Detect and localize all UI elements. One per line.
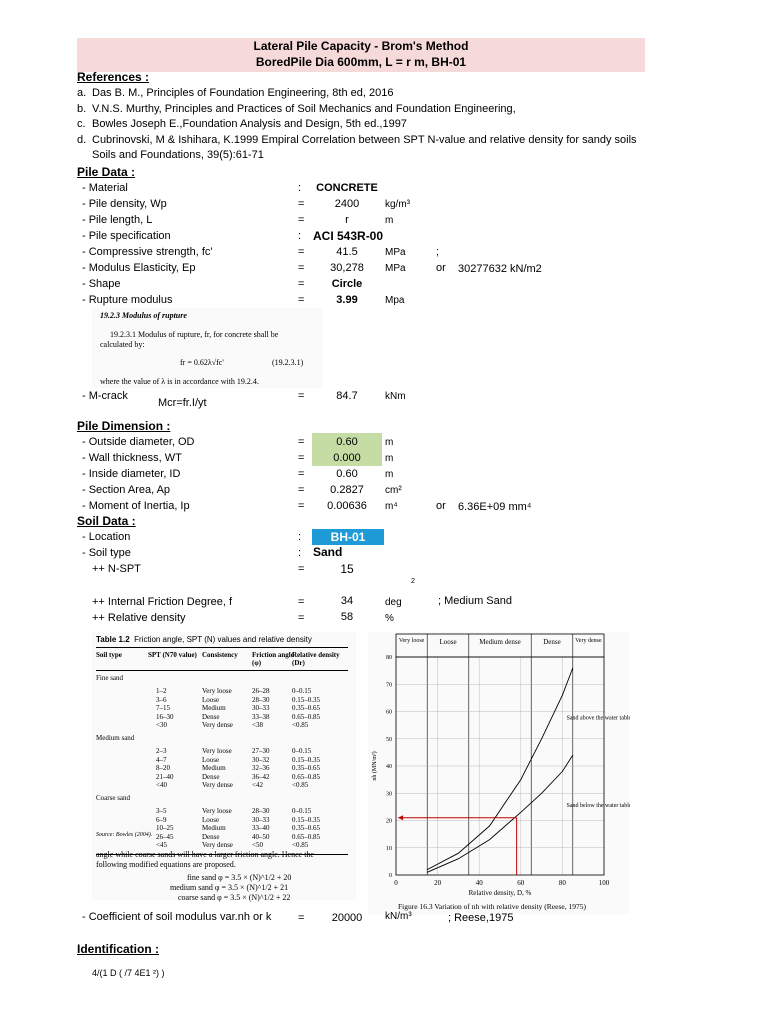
row-unit: m⁴ [385, 501, 398, 512]
row-value: 3.99 [336, 294, 358, 306]
reference-key: a. [77, 87, 87, 99]
table-cell: Dense [202, 772, 220, 781]
identification-partial: 4/(1 D ( /7 4E1 ²) ) [92, 968, 165, 978]
table-cell: Medium [202, 704, 226, 713]
table-cell: <42 [252, 781, 263, 790]
friction-eq: = [298, 596, 305, 608]
table-cell: Medium [202, 824, 226, 833]
modulus-note: ; Reese,1975 [448, 912, 514, 924]
excerpt-line3: where the value of λ is in accordance with 19.2.4. [100, 377, 259, 386]
row-label: - Wall thickness, WT [82, 452, 182, 464]
series-line-1 [427, 755, 573, 872]
table-cell: 33–38 [252, 712, 270, 721]
aci-excerpt [92, 308, 322, 388]
row-value: 0.60 [336, 468, 358, 480]
row-value: 0.000 [333, 452, 361, 464]
table-cell: <30 [156, 721, 167, 730]
row-eq: = [298, 214, 305, 226]
y-tick-label: 70 [386, 682, 392, 689]
table-cell: 0.65–0.85 [292, 772, 320, 781]
reference-text: Bowles Joseph E.,Foundation Analysis and Design, 5th ed.,1997 [92, 118, 407, 130]
row-unit: cm² [385, 485, 402, 496]
row-extra-unit: 30277632 kN/m2 [458, 263, 542, 275]
reference-text: Das B. M., Principles of Foundation Engineering, 8th ed, 2016 [92, 87, 394, 99]
table-cell: <40 [156, 781, 167, 790]
table-cell: 0.35–0.65 [292, 824, 320, 833]
y-axis-label: nh (MN/m³) [372, 751, 378, 781]
row-eq: = [298, 246, 305, 258]
row-unit: m [385, 453, 394, 464]
row-eq: = [298, 198, 305, 210]
row-unit: m [385, 437, 394, 448]
row-eq: = [298, 262, 305, 274]
row-eq: = [298, 436, 305, 448]
nspt-value: 15 [340, 562, 354, 576]
soil-type-label: - Soil type [82, 547, 131, 559]
row-label: - Outside diameter, OD [82, 436, 195, 448]
table-cell: Loose [202, 695, 220, 704]
reference-text: Cubrinovski, M & Ishihara, K.1999 Empiral Correlation between SPT N-value and relative density for sandy soils [92, 133, 637, 146]
table-cell: 26–28 [252, 687, 270, 695]
table-cell: Dense [202, 832, 220, 841]
table-cell: <38 [252, 721, 263, 730]
table-cell: 28–30 [252, 807, 270, 815]
table-cell: 30–32 [252, 755, 270, 764]
location-value[interactable]: BH-01 [312, 529, 384, 545]
table-rule [96, 647, 348, 648]
nspt-eq: = [298, 563, 305, 575]
pile-data-heading: Pile Data : [77, 165, 136, 179]
row-extra: or [436, 262, 446, 274]
reference-key: b. [77, 102, 87, 115]
friction-value: 34 [340, 595, 354, 607]
x-tick-label: 80 [558, 879, 566, 887]
table-col-header: Soil type [96, 651, 122, 659]
superscript-two: 2 [411, 578, 415, 585]
table-eq3: coarse sand φ = 3.5 × (N)^1/2 + 22 [178, 893, 291, 902]
table-cell: 0.35–0.65 [292, 704, 320, 713]
row-eq: = [298, 452, 305, 464]
row-label: - Modulus Elasticity, Ep [82, 262, 196, 274]
table-cell: 26–45 [156, 832, 174, 841]
row-label: - Compressive strength, fc' [82, 246, 213, 258]
row-eq: = [298, 484, 305, 496]
table-cell: <50 [252, 841, 263, 850]
table-cell: <0.85 [292, 781, 309, 790]
table-cell: 0.65–0.85 [292, 832, 320, 841]
table-group-name: Medium sand [96, 734, 135, 742]
zone-label: Medium dense [479, 638, 521, 646]
table-group-name: Coarse sand [96, 794, 131, 802]
table-rule [96, 670, 348, 671]
y-tick-label: 0 [389, 873, 392, 879]
reference-key: d. [77, 133, 87, 146]
mcrack-eq: = [298, 390, 305, 402]
table-cell: 4–7 [156, 755, 167, 764]
row-unit: Mpa [385, 295, 405, 306]
reference-key: c. [77, 118, 86, 130]
table-cell: 3–5 [156, 807, 167, 815]
row-label: - Moment of Inertia, Ip [82, 500, 190, 512]
mcrack-unit: kNm [385, 391, 406, 402]
row-value: Circle [331, 278, 363, 290]
page-title: Lateral Pile Capacity - Brom's Method [253, 39, 469, 53]
table-caption: Friction angle, SPT (N) values and relative density [134, 635, 312, 644]
series-line-0 [427, 668, 573, 870]
table-cell: 0.35–0.65 [292, 764, 320, 773]
row-value: r [345, 214, 349, 226]
table-cell: 7–15 [156, 704, 170, 713]
table-cell: 0–0.15 [292, 807, 312, 815]
table-col-header: Relative density (Dr) [292, 651, 340, 667]
friction-label: ++ Internal Friction Degree, f [92, 596, 233, 608]
modulus-unit: kN/m³ [385, 911, 412, 922]
row-eq: : [298, 182, 302, 194]
row-label: - Pile length, L [82, 214, 153, 226]
table-cell: 36–42 [252, 772, 270, 781]
table-col-header: Consistency [202, 651, 238, 659]
y-tick-label: 80 [386, 655, 392, 661]
references-heading: References : [77, 70, 150, 84]
x-tick-label: 100 [598, 879, 610, 887]
x-tick-label: 20 [434, 879, 442, 887]
table-cell: 40–50 [252, 832, 270, 841]
chart-caption: Figure 16.3 Variation of nh with relative density (Reese, 1975) [398, 902, 586, 911]
soil-type-colon: : [298, 547, 302, 559]
table-cell: 6–9 [156, 815, 167, 824]
table-cell: Very dense [202, 721, 233, 730]
zone-label: Loose [439, 638, 457, 646]
table-eq1: fine sand φ = 3.5 × (N)^1/2 + 20 [187, 873, 292, 882]
series-label-below: Sand below the water table [566, 802, 630, 809]
table-cell: 8–20 [156, 764, 170, 773]
row-eq: = [298, 468, 305, 480]
table-cell: 0.15–0.35 [292, 755, 320, 764]
table-cell: 27–30 [252, 747, 270, 755]
row-value: ACI 543R-00 [313, 229, 384, 243]
y-tick-label: 50 [386, 736, 392, 743]
table-cell: <0.85 [292, 721, 309, 730]
row-eq: = [298, 500, 305, 512]
density-value: 58 [340, 611, 354, 623]
table-col-header: Friction angle (φ) [252, 651, 294, 667]
table-cell: 30–33 [252, 815, 270, 824]
mcrack-label: - M-crack [82, 390, 128, 402]
table-cell: Very loose [202, 807, 232, 815]
excerpt-line2: calculated by: [100, 340, 145, 349]
friction-unit: deg [385, 597, 402, 608]
marker-arrow [398, 815, 403, 820]
row-label: - Rupture modulus [82, 294, 173, 306]
table-text1: angle while coarse sands will have a larger friction angle. Hence the [96, 850, 314, 859]
row-value: 0.2827 [330, 484, 364, 496]
table-cell: Loose [202, 755, 220, 764]
zone-label: Very loose [398, 638, 425, 644]
table-cell: 0–0.15 [292, 747, 312, 755]
table-cell: 33–40 [252, 824, 270, 833]
modulus-label: - Coefficient of soil modulus var.nh or k [82, 911, 272, 923]
table-cell: <0.85 [292, 841, 309, 850]
table-cell: 28–30 [252, 695, 270, 704]
table-cell: 1–2 [156, 687, 167, 695]
y-tick-label: 30 [386, 791, 392, 798]
row-extra: or [436, 500, 446, 512]
table-cell: 16–30 [156, 712, 174, 721]
row-label: - Pile specification [82, 230, 171, 242]
table-cell: 0–0.15 [292, 687, 312, 695]
reference-text: V.N.S. Murthy, Principles and Practices of Soil Mechanics and Foundation Engineering, [92, 102, 516, 115]
location-label: - Location [82, 531, 131, 543]
modulus-eq: = [298, 912, 305, 924]
table-cell: 30–33 [252, 704, 270, 713]
soil-type-value: Sand [313, 545, 343, 559]
x-tick-label: 60 [517, 879, 525, 887]
modulus-value: 20000 [331, 912, 363, 924]
table-caption-no: Table 1.2 [96, 635, 130, 644]
row-value: 0.60 [336, 436, 358, 448]
row-value: 2400 [334, 198, 360, 210]
row-value: 30,278 [330, 262, 364, 274]
friction-note: ; Medium Sand [438, 595, 512, 607]
identification-heading: Identification : [77, 942, 159, 956]
table-cell: Medium [202, 764, 226, 773]
nh-chart [368, 632, 630, 914]
row-eq: = [298, 278, 305, 290]
density-label: ++ Relative density [92, 612, 186, 624]
table-eq2: medium sand φ = 3.5 × (N)^1/2 + 21 [170, 883, 289, 892]
row-extra-unit: 6.36E+09 mm⁴ [458, 501, 532, 513]
pile-dimension-heading: Pile Dimension : [77, 419, 171, 433]
density-unit: % [385, 613, 394, 624]
x-tick-label: 0 [394, 879, 398, 887]
y-tick-label: 10 [386, 845, 392, 852]
location-colon: : [298, 531, 302, 543]
row-unit: MPa [385, 263, 406, 274]
row-unit: m [385, 215, 394, 226]
nspt-label: ++ N-SPT [92, 563, 141, 575]
table-cell: 0.65–0.85 [292, 712, 320, 721]
density-eq: = [298, 612, 305, 624]
row-label: - Material [82, 182, 128, 194]
table-cell: 0.15–0.35 [292, 695, 320, 704]
row-value: 0.00636 [327, 500, 367, 512]
table-cell: Dense [202, 712, 220, 721]
mcrack-value: 84.7 [336, 390, 358, 402]
row-label: - Pile density, Wp [82, 198, 167, 210]
table-cell: <45 [156, 841, 167, 850]
zone-label: Very dense [575, 638, 602, 644]
zone-label: Dense [543, 638, 561, 646]
excerpt-heading: 19.2.3 Modulus of rupture [100, 311, 187, 320]
y-tick-label: 20 [386, 818, 392, 825]
row-unit: MPa [385, 247, 406, 258]
row-eq: = [298, 294, 305, 306]
table-text2: following modified equations are proposed. [96, 860, 236, 869]
table-cell: Very dense [202, 781, 233, 790]
table-cell: 32–36 [252, 764, 270, 773]
row-label: - Section Area, Ap [82, 484, 171, 496]
row-unit: kg/m³ [385, 199, 410, 210]
mcrack-formula: Mcr=fr.I/yt [158, 397, 207, 409]
row-label: - Inside diameter, ID [82, 468, 181, 480]
soil-data-heading: Soil Data : [77, 514, 136, 528]
table-cell: 21–40 [156, 772, 174, 781]
nh-chart-figure [368, 632, 630, 914]
table-cell: 2–3 [156, 747, 167, 755]
row-label: - Shape [82, 278, 121, 290]
table-cell: Loose [202, 815, 220, 824]
table-cell: 10–25 [156, 824, 174, 833]
table-group-name: Fine sand [96, 674, 124, 682]
row-extra: ; [436, 246, 440, 258]
y-tick-label: 40 [386, 764, 392, 770]
table-cell: 3–6 [156, 695, 167, 704]
page-subtitle: BoredPile Dia 600mm, L = r m, BH-01 [255, 55, 467, 69]
y-tick-label: 60 [386, 709, 392, 716]
table-cell: 0.15–0.35 [292, 815, 320, 824]
x-axis-label: Relative density, D, % [468, 889, 532, 897]
table-source: Source: Bowles (2004). [96, 832, 153, 838]
row-value: 41.5 [336, 246, 358, 258]
row-eq: : [298, 230, 302, 242]
table-cell: Very loose [202, 687, 232, 695]
series-label-above: Sand above the water table [566, 715, 630, 722]
friction-angle-table-figure [92, 632, 356, 900]
excerpt-formula: fr = 0.62λ√fc' [180, 358, 224, 367]
table-cell: Very loose [202, 747, 232, 755]
reference-text: Soils and Foundations, 39(5):61-71 [92, 149, 264, 161]
excerpt-formula-no: (19.2.3.1) [272, 358, 304, 367]
row-unit: m [385, 469, 394, 480]
row-value: CONCRETE [316, 182, 378, 194]
x-tick-label: 40 [475, 879, 483, 887]
excerpt-line1: 19.2.3.1 Modulus of rupture, fr, for concrete shall be [110, 330, 279, 339]
table-col-header: SPT (N70 value) [148, 651, 197, 659]
table-cell: Very dense [202, 841, 233, 850]
